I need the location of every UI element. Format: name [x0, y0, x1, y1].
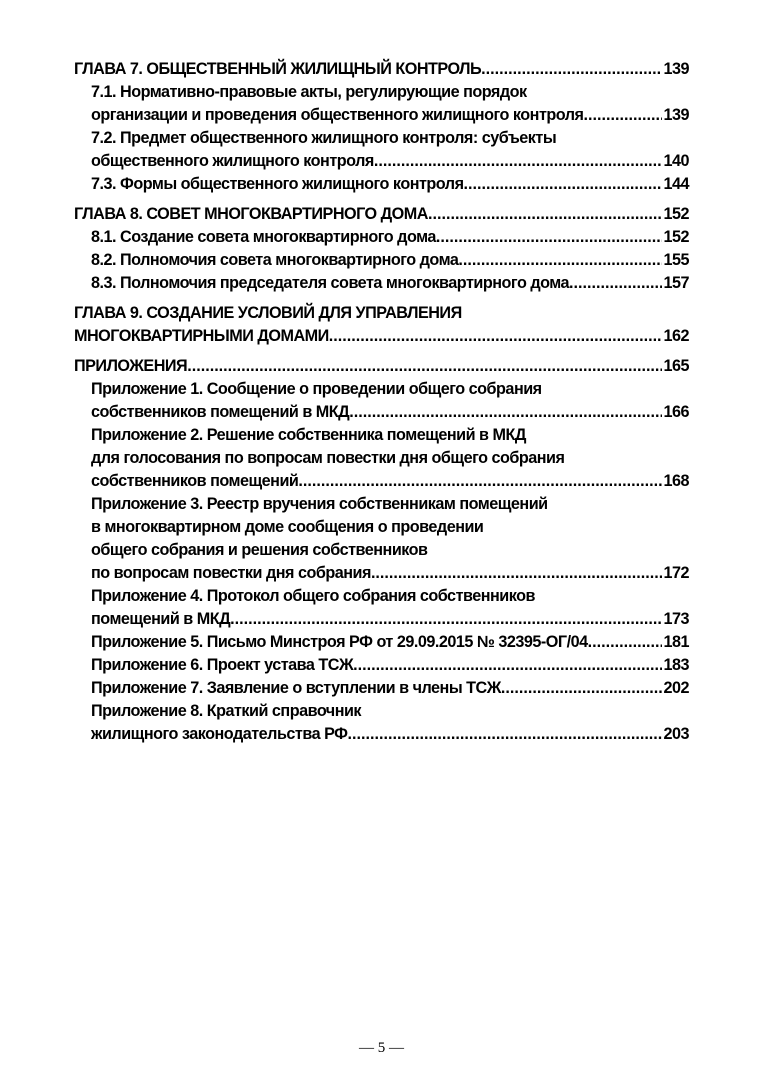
- toc-entry-title: собственников помещений: [91, 472, 299, 490]
- toc-entry-last-line: [74, 203, 689, 226]
- toc-entry-title: по вопросам повестки дня собрания: [91, 564, 371, 582]
- toc-entry-last-line: [91, 654, 689, 677]
- toc-page-number: 157: [663, 274, 689, 292]
- toc-entry-last-line: [91, 104, 689, 127]
- dot-leader: [464, 173, 663, 196]
- toc-page-number: 152: [663, 228, 689, 246]
- toc-entry-title: МНОГОКВАРТИРНЫМИ ДОМАМИ: [74, 327, 329, 345]
- toc-entry-line: Приложение 8. Краткий справочник: [91, 702, 362, 720]
- toc-entry-last-line: [91, 150, 689, 173]
- toc-page-number: 139: [663, 60, 689, 78]
- toc-section-entry: [74, 677, 689, 700]
- toc-entry-title: Приложение 7. Заявление о вступлении в члены ТСЖ: [91, 679, 501, 697]
- toc-entry-line: 7.1. Нормативно-правовые акты, регулирующие порядок: [91, 83, 527, 101]
- toc-entry-title: 8.3. Полномочия председателя совета многоквартирного дома: [91, 274, 570, 292]
- toc-entry-last-line: [91, 272, 689, 295]
- toc-section-entry: [74, 272, 689, 295]
- toc-page-number: 168: [663, 472, 689, 490]
- toc-section-entry: [74, 249, 689, 272]
- toc-section-entry: [74, 173, 689, 196]
- toc-entry-line: ГЛАВА 9. СОЗДАНИЕ УСЛОВИЙ ДЛЯ УПРАВЛЕНИЯ: [74, 304, 462, 322]
- dot-leader: [187, 355, 662, 378]
- toc-entry-line: Приложение 1. Сообщение о проведении общего собрания: [91, 380, 542, 398]
- toc-chapter-entry: [74, 58, 689, 81]
- toc-entry-last-line: [91, 562, 689, 585]
- toc-page-number: 139: [663, 106, 689, 124]
- toc-page-number: 144: [663, 175, 689, 193]
- dot-leader: [349, 401, 662, 424]
- dot-leader: [371, 562, 663, 585]
- toc-entry-last-line: [74, 325, 689, 348]
- toc-section-entry: [74, 127, 689, 173]
- toc-entry-title: организации и проведения общественного жилищного контроля: [91, 106, 584, 124]
- table-of-contents: [74, 58, 689, 746]
- dot-leader: [481, 58, 662, 81]
- dot-leader: [436, 226, 663, 249]
- toc-entry-title: ПРИЛОЖЕНИЯ: [74, 357, 188, 375]
- toc-entry-line: Приложение 3. Реестр вручения собственникам помещений: [91, 495, 548, 513]
- toc-entry-line: Приложение 4. Протокол общего собрания собственников: [91, 587, 535, 605]
- toc-entry-line: общего собрания и решения собственников: [91, 541, 428, 559]
- toc-entry-title: собственников помещений в МКД: [91, 403, 350, 421]
- toc-entry-title: ГЛАВА 7. ОБЩЕСТВЕННЫЙ ЖИЛИЩНЫЙ КОНТРОЛЬ: [74, 60, 482, 78]
- toc-page-number: 165: [663, 357, 689, 375]
- toc-entry-title: помещений в МКД: [91, 610, 231, 628]
- toc-page-number: 162: [663, 327, 689, 345]
- toc-section-entry: [74, 631, 689, 654]
- toc-entry-title: жилищного законодательства РФ: [91, 725, 348, 743]
- toc-entry-last-line: [91, 677, 689, 700]
- toc-entry-title: 7.3. Формы общественного жилищного контроля: [91, 175, 464, 193]
- toc-entry-title: ГЛАВА 8. СОВЕТ МНОГОКВАРТИРНОГО ДОМА: [74, 205, 428, 223]
- toc-entry-last-line: [91, 226, 689, 249]
- toc-chapter-entry: [74, 302, 689, 348]
- toc-entry-last-line: [91, 401, 689, 424]
- toc-entry-last-line: [91, 631, 689, 654]
- dot-leader: [353, 654, 662, 677]
- dot-leader: [329, 325, 663, 348]
- toc-entry-title: Приложение 5. Письмо Минстроя РФ от 29.09.2015 № 32395-ОГ/04: [91, 633, 588, 651]
- dot-leader: [588, 631, 663, 654]
- toc-page-number: 183: [663, 656, 689, 674]
- dot-leader: [569, 272, 662, 295]
- toc-section-entry: [74, 654, 689, 677]
- dot-leader: [428, 203, 663, 226]
- toc-entry-last-line: [74, 355, 689, 378]
- toc-chapter-entry: [74, 355, 689, 378]
- toc-entry-title: 8.2. Полномочия совета многоквартирного дома: [91, 251, 459, 269]
- toc-section-entry: [74, 585, 689, 631]
- toc-page-number: 181: [663, 633, 689, 651]
- toc-page-number: 140: [663, 152, 689, 170]
- dot-leader: [347, 723, 662, 746]
- toc-page-number: 173: [663, 610, 689, 628]
- toc-page-number: 166: [663, 403, 689, 421]
- toc-section-entry: [74, 226, 689, 249]
- toc-entry-title: Приложение 6. Проект устава ТСЖ: [91, 656, 354, 674]
- toc-page-number: 172: [663, 564, 689, 582]
- toc-entry-title: 8.1. Создание совета многоквартирного дома: [91, 228, 436, 246]
- toc-entry-last-line: [91, 173, 689, 196]
- toc-section-entry: [74, 493, 689, 585]
- page-number: — 5 —: [359, 1040, 404, 1056]
- toc-entry-last-line: [74, 58, 689, 81]
- toc-page-number: 202: [663, 679, 689, 697]
- toc-entry-last-line: [91, 249, 689, 272]
- toc-entry-line: 7.2. Предмет общественного жилищного контроля: субъекты: [91, 129, 557, 147]
- toc-section-entry: [74, 424, 689, 493]
- toc-entry-line: для голосования по вопросам повестки дня общего собрания: [91, 449, 565, 467]
- toc-entry-title: общественного жилищного контроля: [91, 152, 374, 170]
- toc-page-number: 155: [663, 251, 689, 269]
- dot-leader: [230, 608, 662, 631]
- toc-entry-line: Приложение 2. Решение собственника помещений в МКД: [91, 426, 526, 444]
- toc-entry-last-line: [91, 723, 689, 746]
- toc-section-entry: [74, 378, 689, 424]
- toc-entry-last-line: [91, 608, 689, 631]
- dot-leader: [458, 249, 662, 272]
- dot-leader: [501, 677, 663, 700]
- toc-entry-last-line: [91, 470, 689, 493]
- dot-leader: [374, 150, 663, 173]
- toc-section-entry: [74, 700, 689, 746]
- toc-page-number: 152: [663, 205, 689, 223]
- toc-section-entry: [74, 81, 689, 127]
- dot-leader: [298, 470, 662, 493]
- dot-leader: [583, 104, 662, 127]
- toc-chapter-entry: [74, 203, 689, 226]
- toc-page-number: 203: [663, 725, 689, 743]
- toc-entry-line: в многоквартирном доме сообщения о проведении: [91, 518, 484, 536]
